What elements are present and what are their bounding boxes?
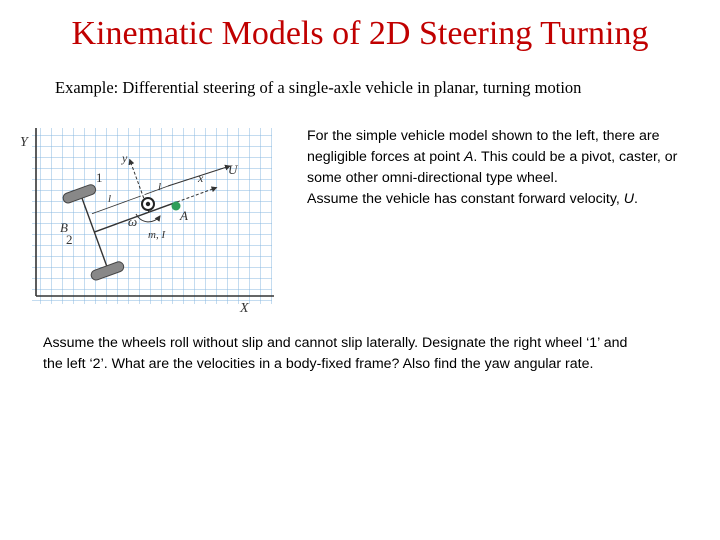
slide-subtitle: Example: Differential steering of a single-axle vehicle in planar, turning motion: [55, 78, 582, 97]
point-a-label: A: [180, 208, 188, 223]
wheel-one-label: 1: [96, 170, 103, 185]
grid-paper: [32, 128, 272, 304]
right-p2-u: U: [623, 191, 634, 207]
vehicle-diagram: [18, 124, 290, 320]
right-p1-post: . This could be a pivot, caster, or some other omni-directional type wheel.: [307, 149, 678, 186]
bottom-paragraph: Assume the wheels roll without slip and cannot slip laterally. Designate the right wheel ‘1’ and the left ‘2’. What are the velocities in a body-fixed frame? Also find the yaw angular rate.: [43, 335, 628, 372]
right-p2-pre: Assume the vehicle has constant forward velocity,: [307, 191, 624, 207]
right-paragraph-2: [307, 189, 707, 210]
velocity-u-label: U: [228, 162, 238, 177]
point-b-label: B: [60, 220, 68, 235]
body-x-label: x: [198, 171, 204, 185]
slide-title: Kinematic Models of 2D Steering Turning: [71, 15, 649, 52]
right-paragraph: [307, 126, 707, 210]
wheel-two-label: 2: [66, 232, 73, 247]
global-x-label: X: [240, 301, 249, 316]
mass-inertia-label: m, I: [148, 229, 166, 241]
right-paragraph-1: [307, 126, 707, 189]
omega-label: ω: [128, 214, 138, 229]
right-p2-post: .: [634, 191, 638, 207]
right-p1-a: A: [463, 149, 474, 165]
l1-label: l: [108, 193, 112, 205]
l2-label: l: [158, 181, 162, 193]
center-of-mass-dot: [146, 202, 150, 206]
body-y-label: y: [122, 151, 128, 165]
global-y-label: Y: [20, 135, 28, 150]
right-p1-pre: For the simple vehicle model shown to the left, there are negligible forces at point: [307, 128, 660, 165]
